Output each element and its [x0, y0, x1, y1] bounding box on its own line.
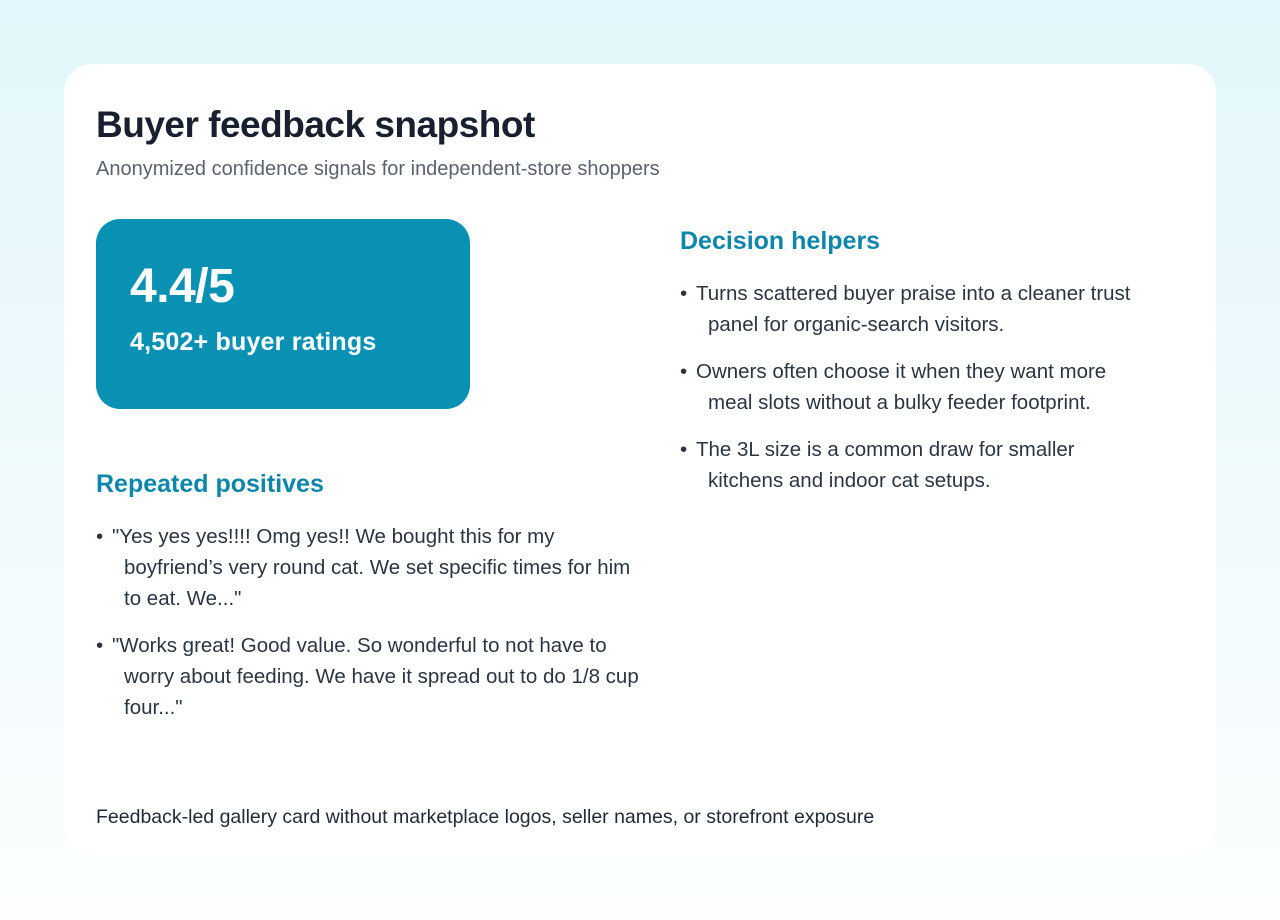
rating-count-label: 4,502+ buyer ratings	[130, 327, 377, 356]
bullet-icon: •	[96, 524, 104, 548]
footer-note: Feedback-led gallery card without marketplace logos, seller names, or storefront exposure	[96, 805, 875, 828]
positive-quote: "Yes yes yes!!!! Omg yes!! We bought this for my boyfriend’s very round cat. We set specific times for him to eat. We..."	[112, 524, 631, 610]
bullet-icon: •	[680, 359, 688, 383]
positives-list	[96, 521, 644, 723]
feedback-snapshot-card	[64, 64, 1216, 856]
bullet-icon: •	[680, 437, 688, 461]
left-column	[96, 219, 644, 723]
list-item	[680, 356, 1150, 418]
list-item	[680, 278, 1150, 340]
rating-badge	[96, 219, 470, 409]
page-subtitle: Anonymized confidence signals for independent-store shoppers	[96, 157, 660, 180]
list-item	[96, 630, 644, 723]
helper-point: Owners often choose it when they want more meal slots without a bulky feeder footprint.	[696, 359, 1107, 414]
page-title: Buyer feedback snapshot	[96, 104, 535, 145]
helpers-list	[680, 278, 1150, 496]
list-item	[680, 434, 1150, 496]
helpers-heading: Decision helpers	[680, 226, 881, 255]
list-item	[96, 521, 644, 614]
helper-point: Turns scattered buyer praise into a cleaner trust panel for organic-search visitors.	[696, 281, 1131, 336]
bullet-icon: •	[96, 633, 104, 657]
right-column	[680, 219, 1150, 723]
content-columns	[96, 219, 1184, 723]
helper-point: The 3L size is a common draw for smaller kitchens and indoor cat setups.	[696, 437, 1075, 492]
bullet-icon: •	[680, 281, 688, 305]
rating-score: 4.4/5	[130, 259, 235, 313]
positives-heading: Repeated positives	[96, 469, 324, 498]
positive-quote: "Works great! Good value. So wonderful to not have to worry about feeding. We have it spread out to do 1/8 cup four..."	[112, 633, 639, 719]
